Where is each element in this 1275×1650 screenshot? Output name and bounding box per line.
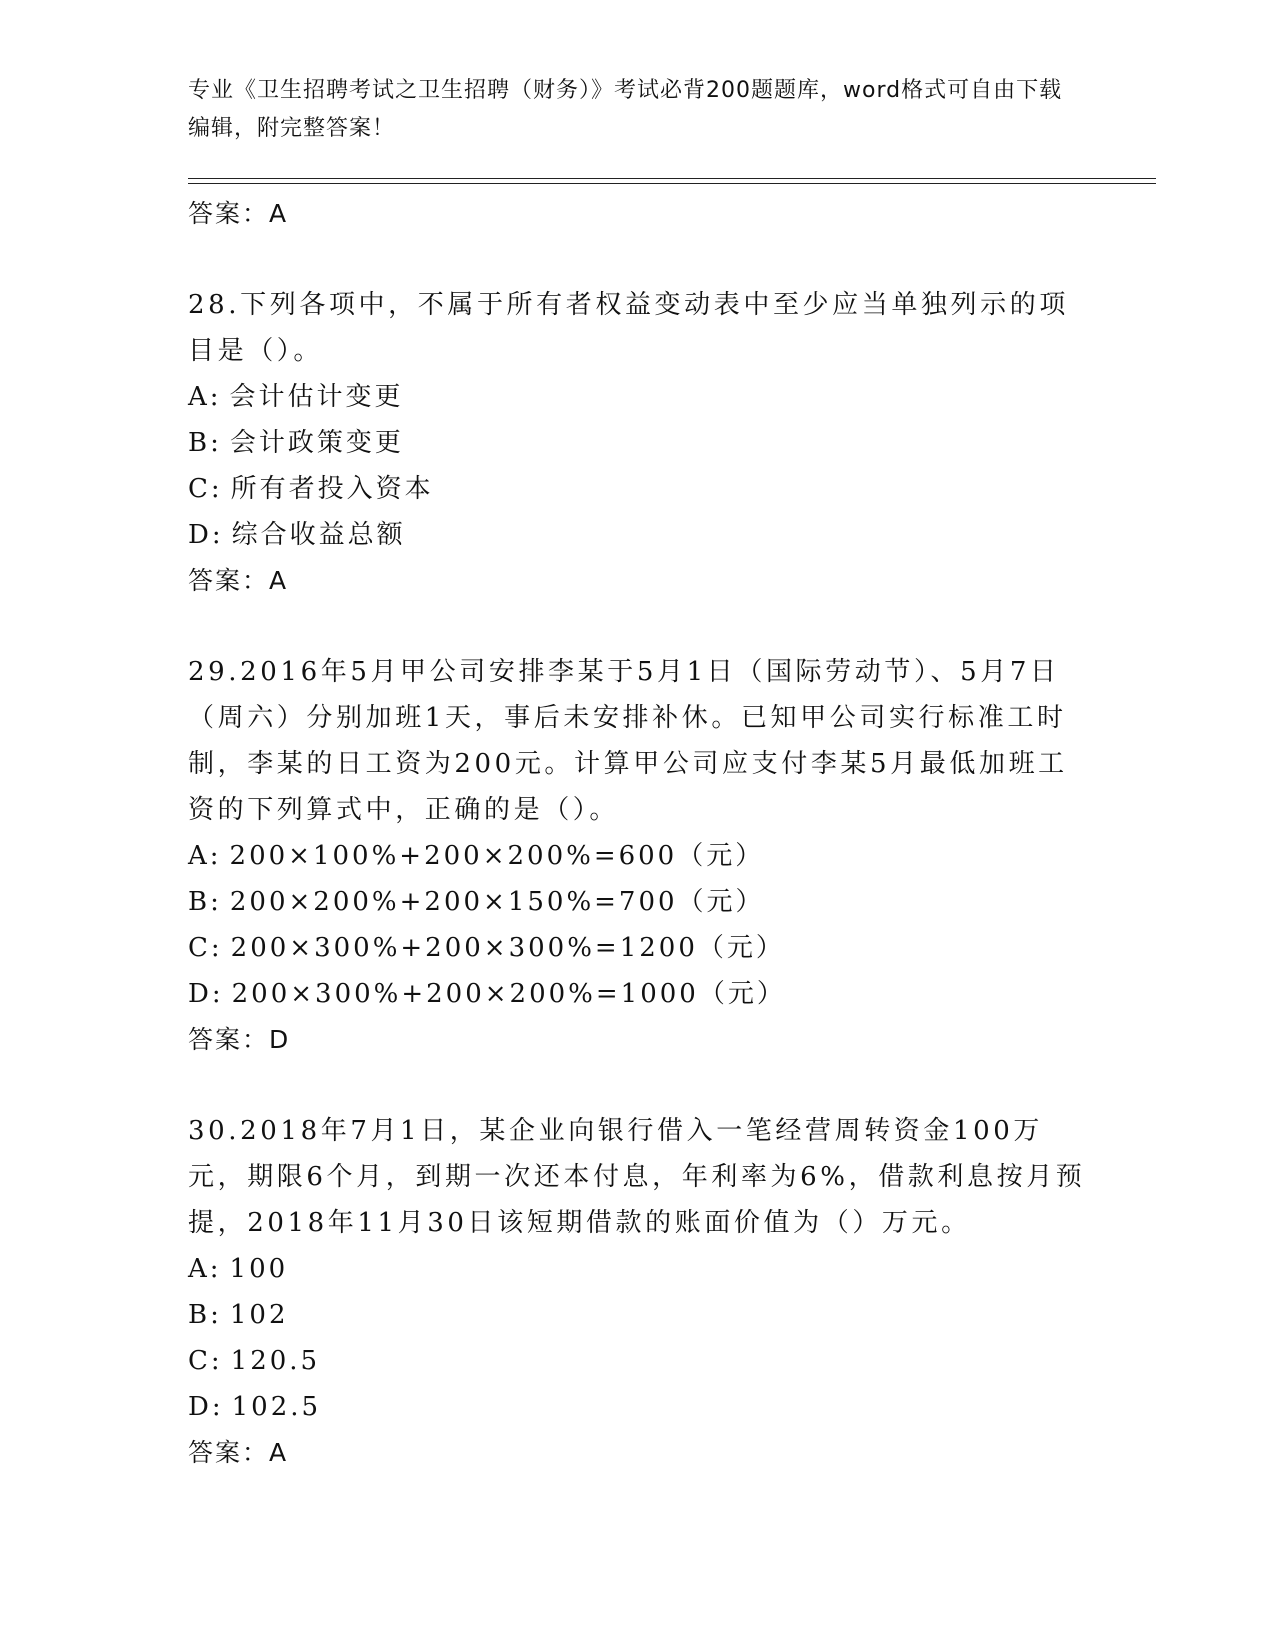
answer-line: 答案：A <box>188 566 289 595</box>
option-a: A: 200×100%+200×200%=600（元） <box>188 841 765 871</box>
option-c: C: 120.5 <box>188 1346 321 1376</box>
option-d: D: 综合收益总额 <box>188 520 406 550</box>
option-a: A: 会计估计变更 <box>188 382 404 412</box>
page-header: 专业《卫生招聘考试之卫生招聘（财务）》考试必背200题题库，word格式可自由下载编辑，附完整答案！ <box>188 78 1063 141</box>
header-rule-bottom <box>188 183 1156 184</box>
question-text: 28.下列各项中，不属于所有者权益变动表中至少应当单独列示的项目是（）。 <box>188 290 1069 366</box>
option-a: A: 100 <box>188 1254 289 1284</box>
option-c: C: 200×300%+200×300%=1200（元） <box>188 933 785 963</box>
option-d: D: 102.5 <box>188 1392 322 1422</box>
question-block <box>188 282 1088 604</box>
question-block <box>188 649 1088 1063</box>
question-block <box>188 1108 1088 1476</box>
answer-line: 答案：D <box>188 1025 291 1054</box>
document-body <box>188 191 1088 1476</box>
option-d: D: 200×300%+200×200%=1000（元） <box>188 979 786 1009</box>
option-c: C: 所有者投入资本 <box>188 474 434 504</box>
question-text: 29.2016年5月甲公司安排李某于5月1日（国际劳动节）、5月7日（周六）分别加班1天，事后未安排补休。已知甲公司实行标准工时制，李某的日工资为200元。计算甲公司应支付李某5月最低加班工资的下列算式中，正确的是（）。 <box>188 657 1068 825</box>
header-rule-top <box>188 178 1156 179</box>
question-text: 30.2018年7月1日，某企业向银行借入一笔经营周转资金100万元，期限6个月，到期一次还本付息，年利率为6%，借款利息按月预提，2018年11月30日该短期借款的账面价值为（）万元。 <box>188 1116 1086 1238</box>
option-b: B: 会计政策变更 <box>188 428 404 458</box>
answer-line: 答案：A <box>188 199 289 228</box>
option-b: B: 200×200%+200×150%=700（元） <box>188 887 765 917</box>
option-b: B: 102 <box>188 1300 289 1330</box>
answer-line: 答案：A <box>188 1438 289 1467</box>
